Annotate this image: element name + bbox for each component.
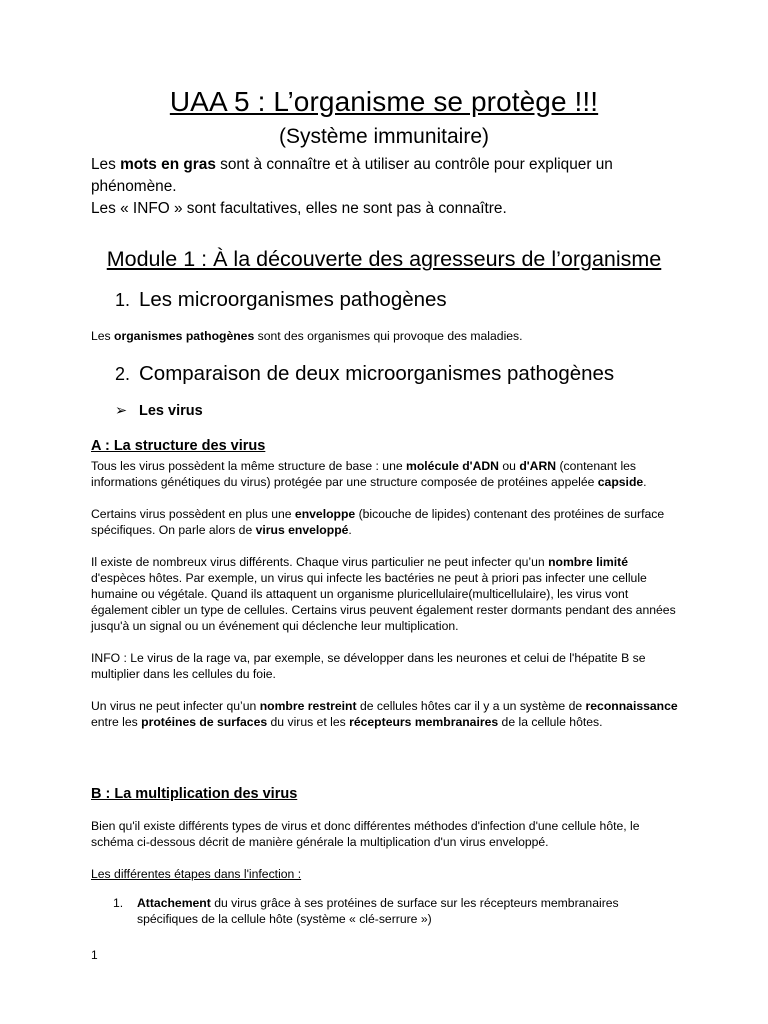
section-2-heading: [115, 362, 614, 386]
bullet-virus: [115, 403, 203, 419]
steps-title: Les différentes étapes dans l'infection :: [91, 867, 302, 881]
paragraph-info: INFO : Le virus de la rage va, par exemple, se développer dans les neurones et celui de l'hépatite B se multiplier dans les cellules du foie.: [91, 651, 646, 681]
step-1-number: 1.: [113, 896, 124, 910]
section-1-number: 1.: [115, 290, 131, 310]
paragraph-recognition: Un virus ne peut infecter qu’un nombre restreint de cellules hôtes car il y a un système de reconnaissance entre les protéines de surfaces du virus et les récepteurs membranaires de la cellule hôtes.: [91, 699, 678, 729]
subsection-a-heading: A : La structure des virus: [91, 438, 266, 454]
step-1-text: Attachement du virus grâce à ses protéines de surface sur les récepteurs membranaires spécifiques de la cellule hôte (système « clé-serrure »): [137, 896, 619, 926]
page-number: 1: [91, 948, 98, 962]
intro-notes: [91, 154, 691, 220]
subsection-b-heading: B : La multiplication des virus: [91, 786, 298, 802]
module-title: Module 1 : À la découverte des agresseurs de l’organisme: [106, 247, 662, 271]
section-1-heading: [115, 288, 447, 312]
section-1-text: Les organismes pathogènes sont des organismes qui provoque des maladies.: [91, 329, 523, 343]
paragraph-host-range: Il existe de nombreux virus différents. Chaque virus particulier ne peut infecter qu’un nombre limité d'espèces hôtes. Par exemple, un virus qui infecte les bactéries ne peut à priori pas infecter une cellule humaine ou végétale. Quand ils attaquent un organisme pluricellulaire(multicellulaire), les virus vont également cibler un type de cellules. Certains virus peuvent également rester dormants pendant des années jusqu'à un signal ou un événement qui déclenche leur multiplication.: [91, 555, 676, 633]
bullet-label: Les virus: [139, 403, 203, 419]
section-2-title: Comparaison de deux microorganismes pathogènes: [139, 362, 615, 385]
paragraph-structure: Tous les virus possèdent la même structure de base : une molécule d'ADN ou d'ARN (contenant les informations génétiques du virus) protégée par une structure composée de protéines appelée capside.: [91, 459, 647, 489]
step-1: [113, 895, 673, 927]
section-2-number: 2.: [115, 364, 131, 384]
intro-line-1: Les mots en gras sont à connaître et à utiliser au contrôle pour expliquer un phénomène.: [91, 156, 613, 195]
intro-line-2: Les « INFO » sont facultatives, elles ne sont pas à connaître.: [91, 200, 507, 217]
arrow-bullet-icon: ➢: [115, 403, 128, 419]
document-subtitle: (Système immunitaire): [278, 125, 490, 148]
document-title: UAA 5 : L’organisme se protège !!!: [169, 86, 599, 117]
paragraph-envelope: Certains virus possèdent en plus une enveloppe (bicouche de lipides) contenant des protéines de surface spécifiques. On parle alors de virus enveloppé.: [91, 507, 665, 537]
section-1-title: Les microorganismes pathogènes: [139, 288, 447, 311]
subsection-a-body: [91, 458, 679, 746]
paragraph-multiplication: Bien qu'il existe différents types de virus et donc différentes méthodes d'infection d'une cellule hôte, le schéma ci-dessous décrit de manière générale la multiplication d'un virus enveloppé.: [91, 819, 640, 849]
subsection-b-body: [91, 818, 679, 898]
